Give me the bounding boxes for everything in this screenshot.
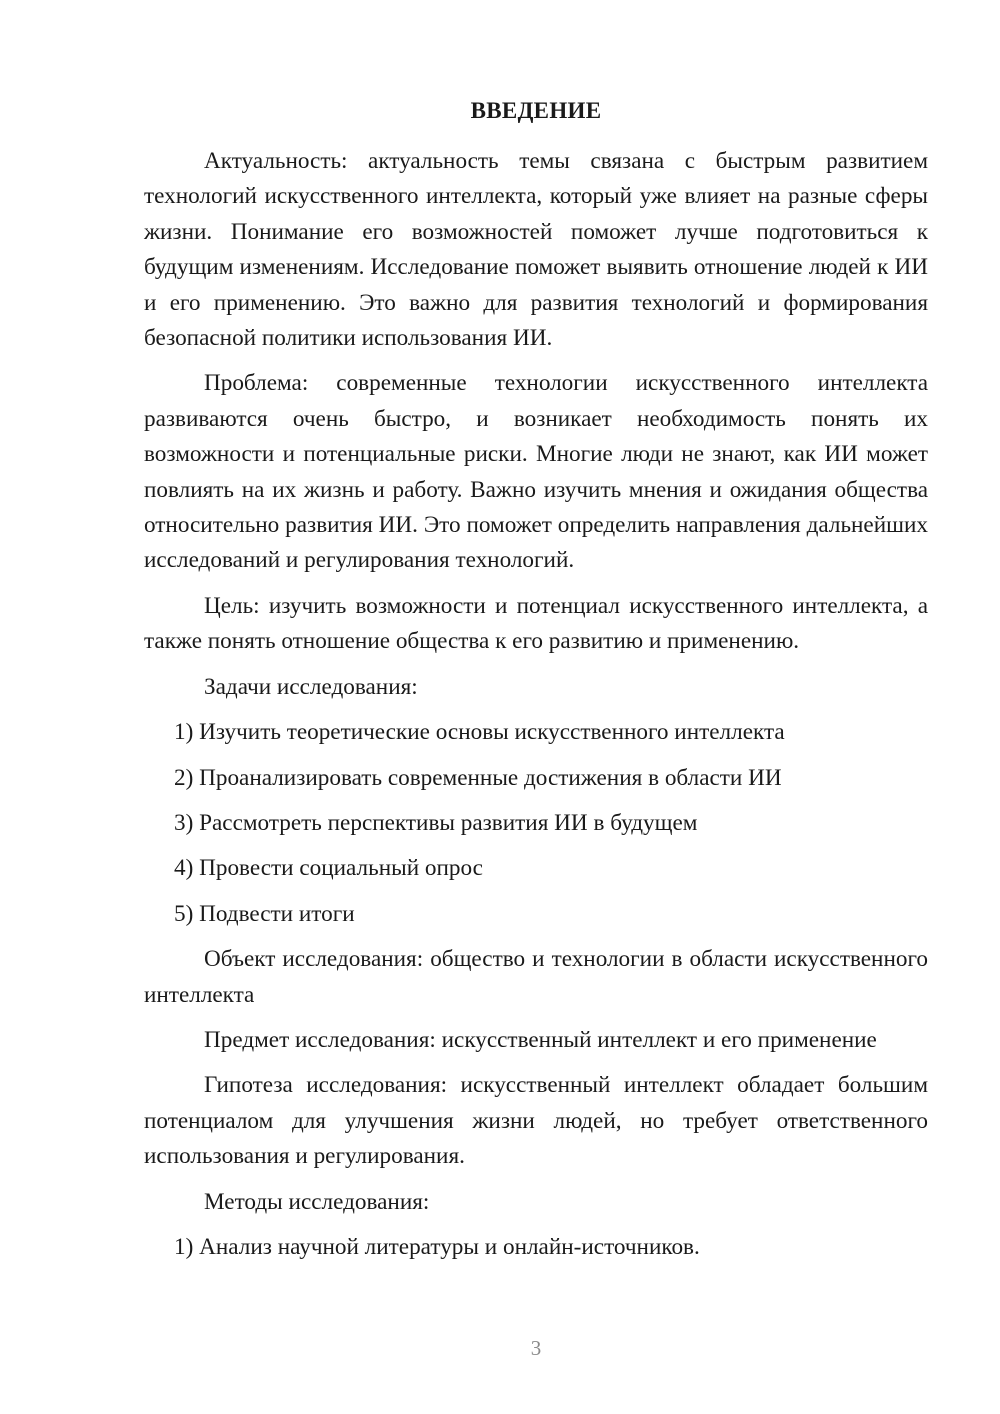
list-item: 5) Подвести итоги: [174, 900, 355, 927]
section-title: ВВЕДЕНИЕ: [470, 98, 602, 123]
list-item: 1) Изучить теоретические основы искусственного интеллекта: [174, 719, 785, 746]
paragraph-subject: Предмет исследования: искусственный интеллект и его применение: [204, 1026, 877, 1053]
list-item: 3) Рассмотреть перспективы развития ИИ в будущем: [174, 809, 698, 836]
list-item: 2) Проанализировать современные достижения в области ИИ: [174, 764, 782, 791]
paragraph-hypothesis: Гипотеза исследования: искусственный интеллект обладает большим потенциалом для улучшения жизни людей, но требует ответственного использования и регулирования.: [144, 1072, 928, 1170]
paragraph-goal: Цель: изучить возможности и потенциал искусственного интеллекта, а также понять отношение общества к его развитию и применению.: [144, 592, 928, 655]
tasks-heading: Задачи исследования:: [204, 673, 418, 700]
methods-heading: Методы исследования:: [204, 1188, 430, 1215]
paragraph-object: Объект исследования: общество и технологии в области искусственного интеллекта: [144, 946, 928, 1008]
list-item: 4) Провести социальный опрос: [174, 855, 483, 882]
document-body: [144, 144, 928, 1275]
list-item: 1) Анализ научной литературы и онлайн-источников.: [174, 1233, 700, 1260]
page-number: 3: [530, 1336, 542, 1360]
methods-list: [144, 1230, 928, 1265]
tasks-list: [144, 715, 928, 932]
paragraph-problem: Проблема: современные технологии искусственного интеллекта развиваются очень быстро, и возникает необходимость понять их возможности и потенциальные риски. Многие люди не знают, как ИИ может повлиять на их жизнь и работу. Важно изучить мнения и ожидания общества относительно развития ИИ. Это поможет определить направления дальнейших исследований и регулирования технологий.: [144, 370, 928, 574]
paragraph-relevance: Актуальность: актуальность темы связана с быстрым развитием технологий искусственного интеллекта, который уже влияет на разные сферы жизни. Понимание его возможностей поможет лучше подготовиться к будущим изменениям. Исследование поможет выявить отношение людей к ИИ и его применению. Это важно для развития технологий и формирования безопасной политики использования ИИ.: [144, 148, 928, 352]
